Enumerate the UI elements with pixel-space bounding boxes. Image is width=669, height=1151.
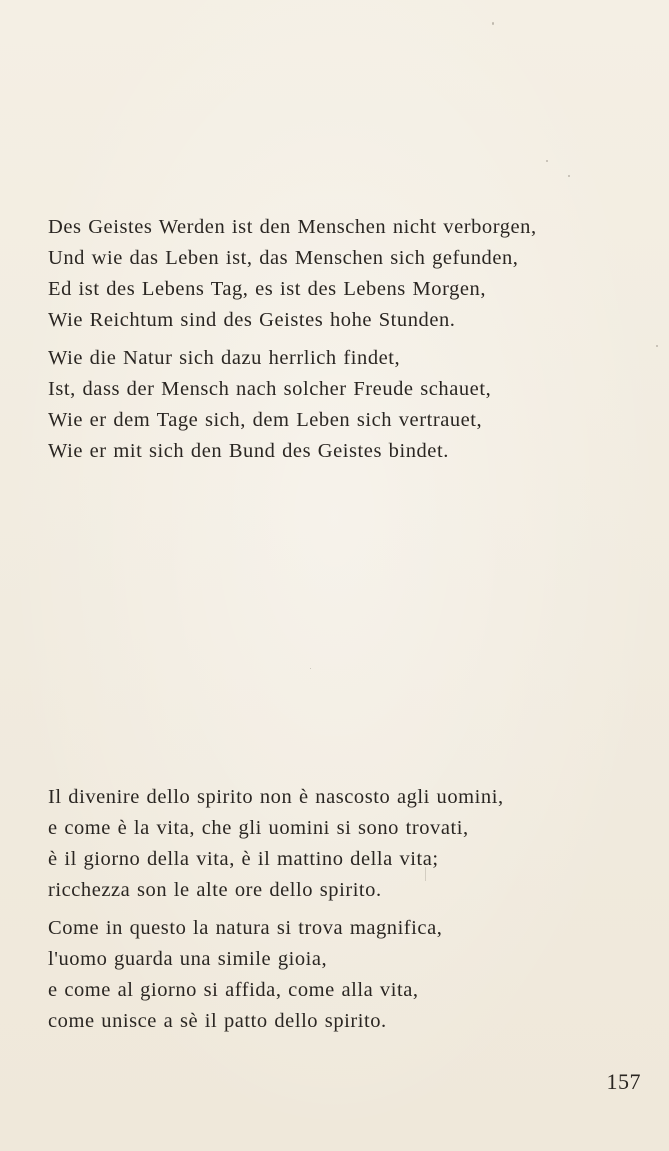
german-stanza-2: [48, 343, 491, 467]
poem-line: Ed ist des Lebens Tag, es ist des Lebens Morgen,: [48, 278, 487, 300]
poem-line: Wie er mit sich den Bund des Geistes bindet.: [48, 440, 449, 462]
italian-stanza-1: [48, 782, 504, 906]
poem-line: e come è la vita, che gli uomini si sono trovati,: [48, 817, 469, 839]
poem-line: Wie Reichtum sind des Geistes hohe Stunden.: [48, 309, 456, 331]
poem-line: l'uomo guarda una simile gioia,: [48, 948, 328, 970]
paper-speck: [310, 668, 311, 669]
poem-line: ricchezza son le alte ore dello spirito.: [48, 879, 382, 901]
paper-speck: [546, 160, 548, 162]
paper-speck: [425, 867, 426, 881]
poem-line: come unisce a sè il patto dello spirito.: [48, 1010, 387, 1032]
poem-line: è il giorno della vita, è il mattino della vita;: [48, 848, 439, 870]
poem-line: Ist, dass der Mensch nach solcher Freude schauet,: [48, 378, 492, 400]
poem-line: Wie er dem Tage sich, dem Leben sich vertrauet,: [48, 409, 483, 431]
paper-speck: [656, 345, 658, 347]
poem-line: e come al giorno si affida, come alla vita,: [48, 979, 419, 1001]
page-number: 157: [606, 1069, 641, 1094]
poem-line: Il divenire dello spirito non è nascosto agli uomini,: [48, 786, 504, 808]
poem-line: Wie die Natur sich dazu herrlich findet,: [48, 347, 401, 369]
paper-speck: [492, 22, 494, 25]
poem-line: Und wie das Leben ist, das Menschen sich gefunden,: [48, 247, 519, 269]
paper-speck: [568, 175, 570, 177]
italian-stanza-2: [48, 913, 442, 1037]
poem-line: Des Geistes Werden ist den Menschen nicht verborgen,: [48, 216, 537, 238]
german-stanza-1: [48, 212, 537, 336]
poem-line: Come in questo la natura si trova magnifica,: [48, 917, 443, 939]
